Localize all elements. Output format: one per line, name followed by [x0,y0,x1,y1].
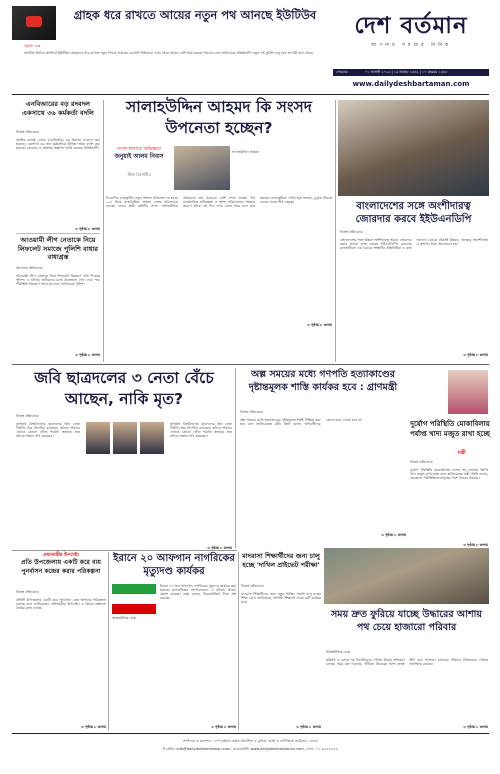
minister-continued: ৩ পৃষ্ঠায় ৮ কলাম [463,543,488,547]
left-story2-byline: আদালত প্রতিবেদক [16,266,43,270]
divider [16,233,100,234]
gonoadhikar-continued: ৩ পৃষ্ঠায় ৮ কলাম [381,533,406,537]
website[interactable]: www.dailydeshbartaman.com [352,80,470,88]
left-story2-body: আওয়ামী লীগ নেতাকে নিয়ে লিফলেট বিতরণে বাধা দিয়েছে পুলিশ। এ ঘটনায় স্থানীয়দের মধ্যে উত্তেজনা দেখা দেয়। পরে পরিস্থিতি নিয়ন্ত্রণে আনা হয় বলে জানিয়েছে পুলিশ। [16,274,100,287]
madrasa-byline: নিজস্ব প্রতিবেদক [241,584,264,588]
dateline-date: ০১ আগস্ট ২০২৫ | ১৬ আষাঢ় ১৪৩২ | ১৭ মহররম ১৪৪৮ [365,70,448,74]
minister-tag: মন্ত্রী [458,450,466,456]
jobi-byline: নিজস্ব প্রতিবেদক [16,414,39,418]
upazila-headline[interactable]: প্রতি উপজেলায় একটি করে ব্যয় পুনর্বাসন কন্দ্রের করার পরিকল্পনা [20,559,102,575]
upazila-kicker: প্রধানমন্ত্রীর উপদেষ্টা [43,553,79,558]
flood-headline[interactable]: সময় দ্রুত ফুরিয়ে যাচ্ছে উদ্ধারের আশায় পথ চেয়ে হাজারো পরিবার [331,609,482,633]
left-story2-continued: ৩ পৃষ্ঠায় ৮ কলাম [75,353,100,357]
jobi-body-right: জগন্নাথ বিশ্ববিদ্যালয় ছাত্রদলের তিন নেতা দীর্ঘদিন ধরে নিখোঁজ রয়েছেন। তাঁদের পরিবার এখনও কোনো খোঁজ পায়নি। স্বজনরা দ্রুত তাঁদের সন্ধান দাবি করেছেন। [170,422,232,439]
minister-photo [448,370,488,414]
right-story1-continued: ৩ পৃষ্ঠায় ৮ কলাম [463,353,488,357]
left-story1-byline: নিজস্ব প্রতিবেদক [16,130,39,134]
iran-body: ইরানে ২০ জন আফগান নাগরিকের মৃত্যুদণ্ড কার্যকর করা হয়েছে। মানবাধিকার সংগঠনগুলো এ ঘটনায় উদ্বেগ প্রকাশ করেছে। তারা বলছে, বিচারপ্রক্রিয়া নিয়ে প্রশ্ন রয়েছে। [160,584,236,601]
lead-sub-byline2: স্টাফ রিপোর্টার [127,172,151,177]
column-rule [238,552,239,730]
gonoadhikar-byline: বিশেষ প্রতিবেদক [240,410,263,414]
lead-photo-caption: সালাহউদ্দিন আহমদ [232,150,260,154]
section-rule [12,364,489,365]
flood-byline: আন্তর্জাতিক ডেস্ক [326,650,350,654]
promo-body: জনপ্রিয় ভিডিও প্ল্যাটফর্ম ইউটিউব গ্রাহকদের ধরে রাখতে নতুন ফিচার আনছে। কনটেন্ট নির্মাতারা এখন থেকে আরও বেশি আয় করতে পারবেন বলে জানিয়েছে প্রতিষ্ঠানটি। নতুন এই সুবিধা চালু হবে আগামী মাস থেকে। [24,51,314,55]
minister-byline: নিজস্ব প্রতিবেদক [410,460,433,464]
dateline-bar [333,69,489,76]
meeting-photo [338,100,489,196]
column-rule [235,368,236,548]
footer-line2: ই-মেইল: info@dailydeshbartaman.com, ওয়েবসাইট: www.dailydeshbartaman.com, ফোন: ০২-৯৫৫৫৫৫৫ [162,747,338,751]
youtube-play-icon [26,16,42,27]
masthead [333,6,489,66]
lead-body: বিএনপির নেতৃত্বাধীন নতুন সংসদে উপনেতা কে হবেন—এ নিয়ে রাজনৈতিক অঙ্গনে জোর আলোচনা চলছে। দলের স্থায়ী কমিটির সদস্য সালাহউদ্দিন আহমদের নাম সবচেয়ে বেশি শোনা যাচ্ছে। দীর্ঘ রাজনৈতিক অভিজ্ঞতা ও সংসদ পরিচালনায় দক্ষতার কারণে তাঁকে এই পদে দেখা যেতে পারে বলে মনে করছেন নেতাকর্মীরা। দলীয় সূত্র জানায়, চূড়ান্ত সিদ্ধান্ত নেবেন দলের শীর্ষ নেতৃত্ব। [106,196,332,209]
upazila-continued: ৩ পৃষ্ঠায় ৮ কলাম [81,725,106,729]
madrasa-continued: ৩ পৃষ্ঠায় ৮ কলাম [296,725,321,729]
left-story2-headline[interactable]: আওয়ামী লীগ নেতাকে নিয়ে লিফলেট সমাজে পুলিশি বাধার বাধাগ্রস্ত [17,236,99,261]
upazila-byline: নিজস্ব প্রতিবেদক [16,590,39,594]
right-story1-body: বাংলাদেশের সঙ্গে উন্নয়ন অংশীদারত্ব আরও জোরদার করার প্রত্যয় ব্যক্ত করেছে ইউএনডিপি। রোববার রাজধানীতে এক বৈঠকে সংস্থাটির প্রতিনিধিরা এ কথা জানান। বৈঠকে টেকসই উন্নয়ন, জলবায়ু সহনশীলতা ও সুশাসন নিয়ে আলোচনা হয়। [340,238,488,251]
jobi-body-left: জগন্নাথ বিশ্ববিদ্যালয় ছাত্রদলের তিন নেতা দীর্ঘদিন ধরে নিখোঁজ রয়েছেন। তাঁদের পরিবার এখনও কোনো খোঁজ পায়নি। স্বজনরা দ্রুত তাঁদের সন্ধান দাবি করেছেন। [16,422,80,439]
jobi-photo-2 [113,422,137,454]
upazila-body: প্রতিটি উপজেলায় একটি করে পুনর্বাসন কেন্দ্র স্থাপনের পরিকল্পনা রয়েছে বলে জানিয়েছেন প্রধানমন্ত্রীর উপদেষ্টা। এ বিষয়ে প্রস্তাবনা তৈরির কাজ চলছে। [16,598,106,611]
youtube-promo-image [12,6,56,40]
jobi-photo-3 [140,422,164,454]
minister-body: দুর্যোগ পরিস্থিতি মোকাবিলায় দেশের সব জেলায় পর্যাপ্ত খাদ্য মজুত রাখা হচ্ছে বলে জানিয়েছেন মন্ত্রী। তিনি বলেন, যেকোনো পরিস্থিতিতে মানুষের পাশে থাকবে সরকার। [410,468,488,481]
right-story1-headline[interactable]: বাংলাদেশের সঙ্গে অংশীদারত্ব জোরদার করবে ইইউএনডিপি [355,201,472,225]
iran-headline[interactable]: ইরানে ২০ আফগান নাগরিকের মৃত্যুদণ্ড কার্যকর [113,553,235,577]
jobi-continued: ৩ পৃষ্ঠায় ৮ কলাম [207,546,232,550]
iran-flag-image [112,584,156,614]
left-story1-headline[interactable]: এনবিআরের বড় রদবদল একসাথে ৩৬ কর্মকর্তা বদলি [22,100,94,117]
iran-byline: আন্তর্জাতিক ডেস্ক [112,616,136,620]
gonoadhikar-body: অল্প সময়ের মধ্যে হত্যাকাণ্ডের দৃষ্টান্তমূলক শাস্তি নিশ্চিত করা হবে বলে জানিয়েছেন মন্ত্রী। তিনি বলেন, অপরাধীদের কোনো ছাড় দেওয়া হবে না। [240,418,363,427]
lead-sub-byline: জনুয়াই আলম নিবাস [114,154,164,160]
lead-sub-label: সংসদ চালাতে অভিজ্ঞতা [116,147,162,152]
iran-continued: ৩ পৃষ্ঠায় ৮ কলাম [211,725,236,729]
column-rule [103,100,104,362]
right-story1-byline: নিজস্ব প্রতিবেদক [340,230,363,234]
masthead-tagline: আপনার সময়ের দৈনিক [370,43,452,48]
promo-byline: প্রযুক্তি ডেস্ক [24,44,41,48]
left-story1-body: জাতীয় রাজস্ব বোর্ডে (এনবিআর) বড় ধরনের রদবদল করা হয়েছে। একসাথে ৩৬ জন কর্মকর্তাকে বিভিন্ন দপ্তরে বদলি করা হয়েছে। রোববার এ সংক্রান্ত প্রজ্ঞাপন জারি করেছে প্রতিষ্ঠানটি। [16,138,100,151]
footer-line1: সম্পাদক ও প্রকাশক : দেশ বর্তমান কর্তৃক প্রকাশিত ও মুদ্রিত। বার্তা ও বাণিজ্যিক কার্যালয় : ঢাকা। [182,739,319,743]
column-rule [108,552,109,730]
dateline-day: সোমবার [336,70,348,74]
gonoadhikar-headline[interactable]: অল্প সময়ের মধ্যে গণপতি হত্যাকাণ্ডের দৃষ্টান্তমূলক শাস্তি কার্যকর হবে : গ্রাণমন্ত্রী [248,369,398,393]
column-rule [335,100,336,362]
lead-photo [174,146,230,190]
flood-photo [324,548,489,604]
jobi-photo-1 [86,422,110,454]
left-story1-continued: ৩ পৃষ্ঠায় ৮ কলাম [75,227,100,231]
flood-continued: ৩ পৃষ্ঠায় ৮ কলাম [463,725,488,729]
minister-headline[interactable]: দুর্যোগ পরিস্থিতি মোকাবিলায় পর্যাপ্ত খাদ্য মজুত রাখা হচ্ছে [410,420,490,438]
footer-rule [12,733,489,734]
jobi-headline[interactable]: জবি ছাত্রদলের ৩ নেতা বেঁচে আছেন, নাকি মৃত? [34,369,214,408]
lead-headline[interactable]: সালাহউদ্দিন আহমদ কি সংসদ উপনেতা হচ্ছেন? [126,98,312,137]
madrasa-body: মাদরাসা শিক্ষার্থীদের জন্য নতুন পরীক্ষা পদ্ধতি চালু হচ্ছে। শিক্ষা বোর্ড জানিয়েছে, আগামী শিক্ষাবর্ষ থেকে এটি কার্যকর হবে। [241,592,321,605]
madrasa-headline[interactable]: মাদরাসা শিক্ষার্থীদের জন্য চালু হচ্ছে 'দাখিল প্রাইভেট পরীক্ষা' [242,552,320,569]
masthead-rule [12,94,489,95]
lead-continued: ৩ পৃষ্ঠায় ৮ কলাম [307,323,332,327]
masthead-logo[interactable]: দেশ বর্তমান [354,13,468,39]
flood-body: ভূমিধস ও বন্যার পর নিখোঁজদের খোঁজে উদ্ধার অভিযান চলছে। সময় যত গড়াচ্ছে, জীবিত উদ্ধারের আশা ততই ক্ষীণ হয়ে আসছে। হাজারো পরিবার প্রিয়জনের খোঁজে অপেক্ষায় রয়েছে। [326,658,488,667]
section-rule [12,550,237,551]
top-promo-block [12,6,330,76]
promo-headline[interactable]: গ্রাহক ধরে রাখতে আয়ের নতুন পথ আনছে ইউটিউব [73,8,317,22]
